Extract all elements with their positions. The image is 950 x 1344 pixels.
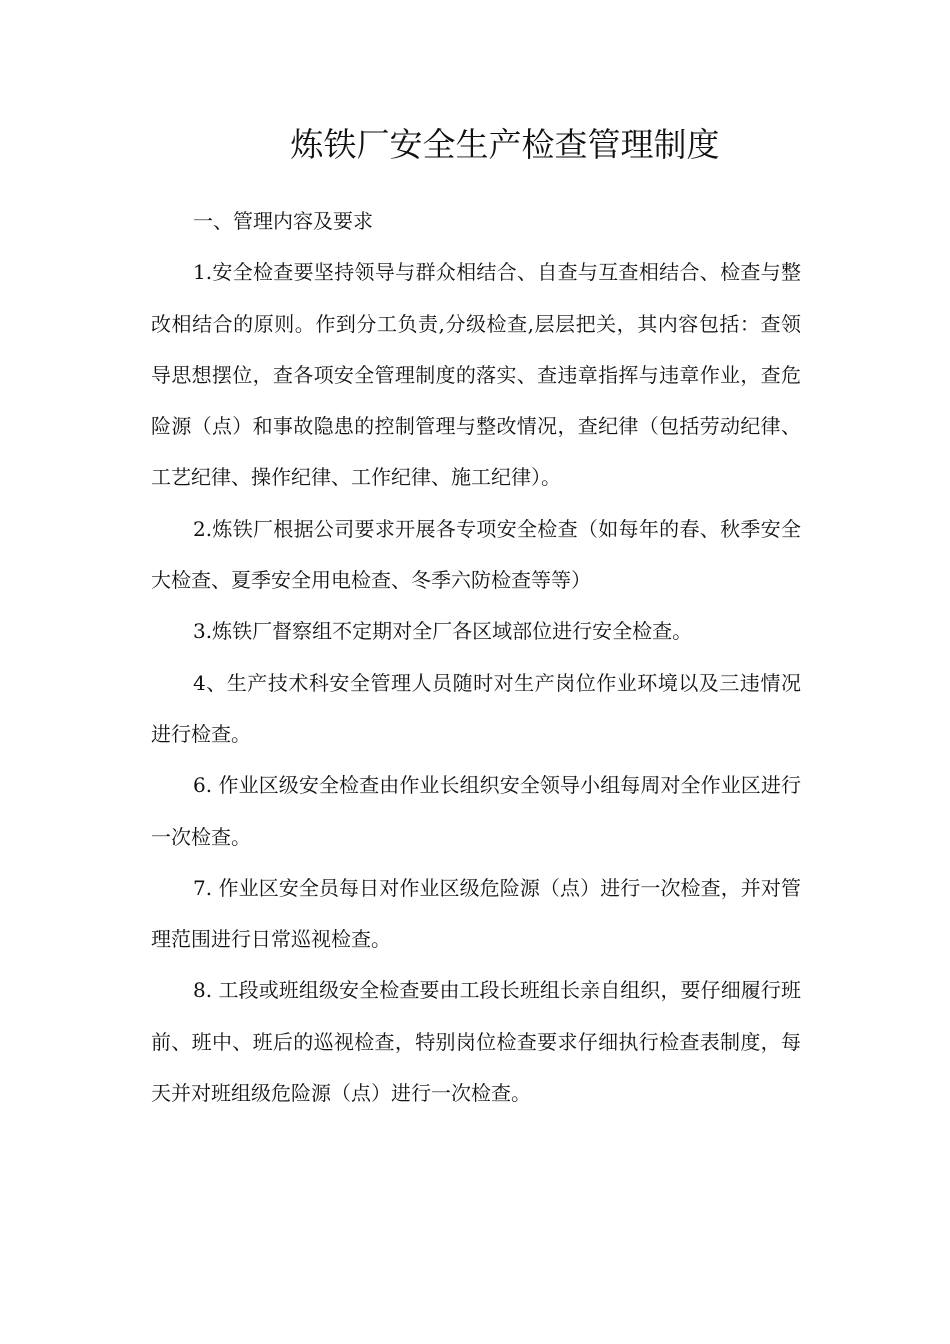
paragraph-6: 6. 作业区级安全检查由作业长组织安全领导小组每周对全作业区进行一次检查。 [151,773,801,849]
paragraph-7: 7. 作业区安全员每日对作业区级危险源（点）进行一次检查，并对管理范围进行日常巡视检查。 [151,875,801,952]
paragraph-1: 1.安全检查要坚持领导与群众相结合、自查与互查相结合、检查与整改相结合的原则。作到分工负责,分级检查,层层把关，其内容包括：查领导思想摆位，查各项安全管理制度的落实、查违章指挥与违章作业，查危险源（点）和事故隐患的控制管理与整改情况，查纪律（包括劳动纪律、工艺纪律、操作纪律、工作纪律、施工纪律）。 [151,260,801,490]
document-title: 炼铁厂安全生产检查管理制度 [290,125,720,164]
section-heading: 一、管理内容及要求 [193,209,373,233]
paragraph-8: 8. 工段或班组级安全检查要由工段长班组长亲自组织，要仔细履行班前、班中、班后的巡视检查，特别岗位检查要求仔细执行检查表制度，每天并对班组级危险源（点）进行一次检查。 [151,978,801,1106]
paragraph-4: 4、生产技术科安全管理人员随时对生产岗位作业环境以及三违情况进行检查。 [151,670,801,746]
document-body [151,196,801,1119]
paragraph-2: 2.炼铁厂根据公司要求开展各专项安全检查（如每年的春、秋季安全大检查、夏季安全用电检查、冬季六防检查等等） [151,516,801,593]
paragraph-3: 3.炼铁厂督察组不定期对全厂各区域部位进行安全检查。 [193,619,693,644]
